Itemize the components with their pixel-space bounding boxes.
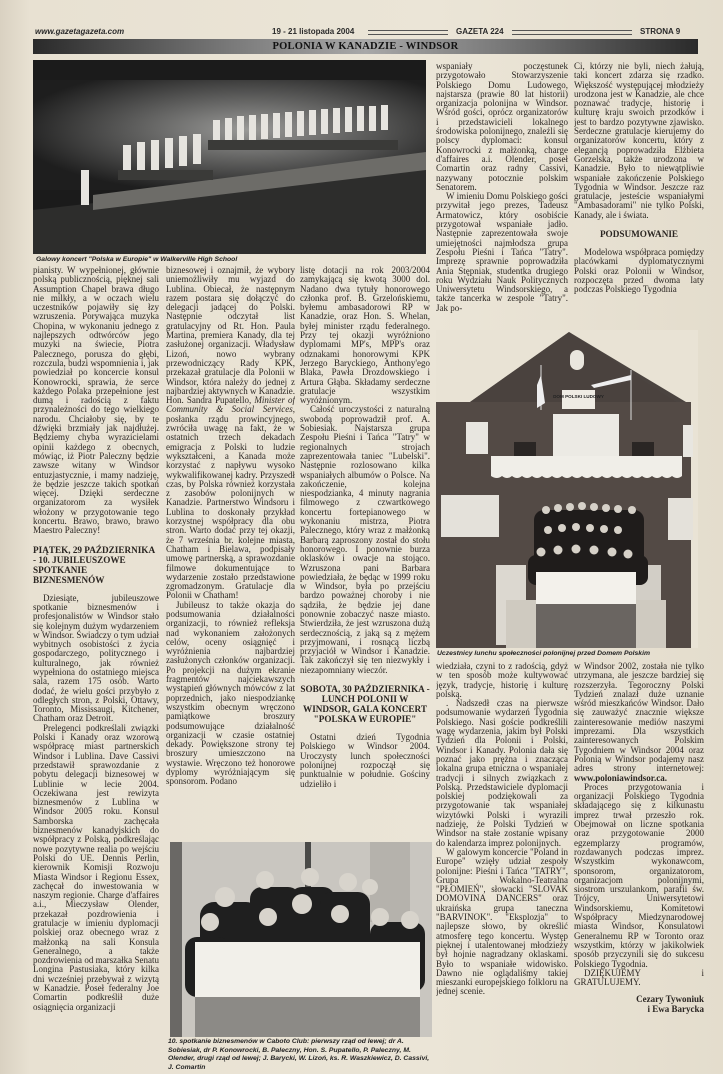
article-column-1 <box>33 266 159 1072</box>
article-column-2 <box>166 266 295 840</box>
paragraph-text: biznesowej i oznajmił, że wybory uniemożliwiły mu wyjazd do Lublina. Obiecał, że następnym razem postara się dołączyć do delegacji jadącej do Polski. Następnie odczytał list gratulacyjny od Rt. Hon. Paula Martina, premiera Kanady, dla tej zasłużonej organizacji. Władysław Lizoń, nowo wybrany przewodniczący Rady KPK, przekazał gratulacje dla Polonii w Windsor, która należy do jednej z najbardziej aktywnych w Kanadzie. Hon. Sandra Pupatello, <box>166 266 295 406</box>
paragraph-text: , posłanka rządu prowincyjnego, zwróciła uwagę na fakt, że w ostatnich trzech dekadach emigracja z Polski to ludzie wykształceni, a Kanada może korzystać z napływu wysoko wykwalifikowanej kadry. Przyszedł czas, by Polska również korzystała z zasobów polonijnych w Kanadzie. Partnerstwo Windsoru i Lublina to doskonały przykład korzystnej współpracy dla obu stron. Warto dodać przy tej okazji, że 7 września br. kolejne miasta, Chatham i Bielawa, podpisały umowę partnerską, a sprawozdanie filmowe dokumentujące to wydarzenie zostało przedstawione zgromadzonym. Gratulacje dla Polonii w Chatham! <box>166 404 295 601</box>
article-paragraph <box>33 266 159 536</box>
section-heading: PODSUMOWANIE <box>599 229 679 240</box>
issue-number: GAZETA 224 <box>456 27 504 36</box>
paragraph-text: W galowym koncercie "Poland in Europe" wzięły udział zespoły polonijne: Pieśni i Tańca "TATRY", Grupa Wokalno-Teatralna "PŁOMIEŃ", słowacki "SLOVAK DOMOVINA DANCERS" oraz ukraińska grupa taneczna "BARVINOK". "Eksplozja" to najlepsze słowo, by określić atmosferę tego koncertu. Występ pięknej i utalentowanej młodzieży był hojnie nagradzany oklaskami. Było to wspaniałe widowisko. Dawno nie oglądaliśmy takiej mieszanki europejskiego folkloru na jednej scenie. <box>436 846 568 997</box>
paragraph-text: Jubileusz to także okazja do podsumowania działalności organizacji, to również refleksja nad wykonaniem założonych celów, oceny osiągnięć i wyróżnienia najbardziej zasłużonych członków organizacji. Po projekcji na dużym ekranie fragmentów najciekawszych wystąpień głównych mówców z lat poprzednich, jako niespodziankę wszystkim obecnym wręczono pamiątkowe broszury podsumowujące działalność organizacji w czasie ostatniej dekady. Powiększone strony tej broszury umieszczono na wystawie. Wręczono też honorowe dyplomy wyróżniającym się sponsorom. Podano <box>166 599 295 787</box>
article-paragraph <box>436 848 568 997</box>
paragraph-text: Ci, którzy nie byli, niech żałują, taki koncert zdarza się rzadko. Większość występującej młodzieży urodzona jest w Kanadzie, ale chce poznawać tradycje, historię i kulturę kraju swoich przodków i jest to bardzo pozytywne zjawisko. Serdeczne gratulacje kierujemy do organizatorów koncertu, który z elegancją poprowadziła Elżbieta Gorzelska, także urodzona w Kanadzie. Było to niewątpliwie wspaniałe zakończenie Polskiego Tygodnia w Windsor. Jeszcze raz gratulacje, jesteście wspaniałymi "Ambasadorami" nie tylko Polski, Kanady, ale i świata. <box>574 62 704 220</box>
article-paragraph <box>300 405 430 675</box>
paragraph-text: wspaniały poczęstunek przygotowało Stowarzyszenie Polskiego Domu Ludowego, najstarsza (prawie 80 lat historii) organizacja polonijna w Windsor. Wśród gości, oprócz organizatorów i przedstawicieli lokalnego środowiska polonijnego, znaleźli się polscy dyplomaci: konsul Konowrocki z małżonką, charge d'affaires a.i. Olender, poseł Comartin oraz radny Cassivi, nazywany potocznie polskim Senatorem. <box>436 62 568 192</box>
paragraph-text: W imieniu Domu Polskiego gości przywitał jego prezes, Tadeusz Armatowicz, który osobiście przygotował wspaniałe jadło. Następnie zaprezentowała swoje umiejętności najmłodsza grupa Zespołu Pieśni i Tańca "Tatry". Imprezę sprawnie poprowadziła Ania Stępniak, studentka drugiego roku Wydziału Nauk Politycznych Uniwersytetu Windsorskiego, a także tancerka w zespole "Tatry". Jak po- <box>436 191 568 313</box>
article-paragraph <box>300 733 430 789</box>
article-column-4-top <box>436 62 568 340</box>
author-signature: i Ewa Barycka <box>647 1003 704 1014</box>
article-paragraph <box>300 266 430 405</box>
article-column-5-bottom <box>574 662 704 1072</box>
paragraph-text: Prelegenci podkreślali związki Polski i Kanady oraz wzorową współpracę miast partnerskich Windsor i Lublina. Dave Cassivi przedstawił sprawozdanie z pobytu delegacji biznesowej w Lublinie w lecie 2004. Oczekiwana jest rewizyta biznesmenów z Lublina w Windsor 2005 roku. Konsul Samborska zachęcała biznesmenów kanadyjskich do współpracy z Polską, podkreślając nowe pozytywne realia po wejściu Polski do UE. Dennis Perlin, kierownik Komisji Rozwoju Miasta Windsor i Regionu Essex, zachęcał do inwestowania w naszym regionie. Charge d'affaires a.i., Mieczysław Olender, przekazał pozdrowienia i gratulacje w imieniu dyplomacji polskiej oraz obecnego wraz z małżonką na sali Konsula Generalnego, a także pozdrowienia od marszałka Senatu Longina Pastusiaka, który kilka dni wcześniej przebywał z wizytą w Kanadzie. Poseł federalny Joe Comartin podkreślił duże osiągnięcia organizacji <box>33 722 159 1012</box>
attic-vent <box>570 350 584 370</box>
paragraph-text: Ostatni dzień Tygodnia Polskiego w Windsor 2004. Uroczysty lunch społeczności polonijnej rozpoczął się punktualnie w południe. Gościny udzieliło i <box>300 732 430 789</box>
concert-photo <box>33 60 426 254</box>
article-paragraph <box>33 594 159 724</box>
paragraph-text: pianisty. W wypełnionej, głównie polską publicznością, pięknej sali Assumption Chapel brawa długo nie milkły, a w oczach wielu uczestników pojawiły się łzy wzruszenia. Porywająca muzyka Chopina, w wykonaniu jednego z najlepszych odtwórców jego muzyki na świecie, Piotra Palecznego, porusza do głębi, rozczula, budzi wspomnienia i, jak powiedział po koncercie konsul Konowrocki, sprawia, że serce każdego Polaka przepełnione jest dumą i radością z faktu przynależności do tego wielkiego narodu. Chciałoby się, by te dźwięki brzmiały jak najdłużej. Będziemy chyba wyrazicielami opinii każdego z obecnych, mówiąc, iż Piotr Paleczny będzie zawsze witany w Windsor entuzjastycznie, i mamy nadzieję, że będzie jeszcze takich spotkań więcej. Dzięki serdeczne organizatorom za wysiłek włożony w przygotowanie tego koncertu. Brawo, brawo, brawo Maestro Paleczny! <box>33 266 159 536</box>
article-paragraph <box>436 699 568 848</box>
issue-date: 19 - 21 listopada 2004 <box>272 27 355 36</box>
header-rule <box>368 30 448 35</box>
paragraph-text: Całość uroczystości z naturalną swobodą poprowadził prof. A. Sobiesiak. Najstarsza grupa Zespołu Pieśni i Tańca "Tatry" w regionalnych strojach zaprezentowała taniec "Lubelski". Następnie rozlosowano kilka wspaniałych albumów o Polsce. Na zakończenie, kolejna niespodzianka, 4 minuty nagrania filmowego z czwartkowego koncertu fortepianowego w wykonaniu mistrza, Piotra Palecznego, który wraz z małżonką Barbarą zaproszony został do stołu honorowego. I ponownie burza oklasków i owacje na stojąco. Wzruszona pani Barbara powiedziała, że będąc w 1999 roku w Windsor, była po przejściu bardzo poważnej choroby i nie sądziła, że będzie jej dane ponownie zobaczyć nasze miasto. Stwierdziła, że jest wzruszona dużą serdecznością, z jaką są z mężem przyjmowani, i rosnącą liczbą przyjaciół w Windsor i Kanadzie. Tak zakończył się ten niezwykły i niezapomniany wieczór. <box>300 404 430 675</box>
article-paragraph <box>436 192 568 313</box>
section-heading: PIĄTEK, 29 PAŹDZIERNIKA - 10. JUBILEUSZOWE SPOTKANIE BIZNESMENÓW <box>33 544 155 585</box>
dom-polski-photo-caption: Uczestnicy lunchu społeczności polonijnej przed Domem Polskim <box>437 650 651 657</box>
paragraph-text: . Nadszedł czas na pierwsze podsumowanie wydarzeń Tygodnia Polskiego. Nasi goście podkreślili wagę wydarzenia, jakim był Polski Tydzień dla Polonii i Polski, Windsor i Kanady. Polonia dała się poznać jako prężna i znacząca lokalna grupa etniczna o wspaniałej tradycji i silnych związkach z Polską. Przedstawiciele dyplomacji polskiej podziękowali za przygotowanie tak wspaniałej wizytówki Polski i wyrazili nadzieję, że Polski Tydzień w Windsor na stałe zostanie wpisany do kalendarza imprez polonijnych. <box>436 698 568 848</box>
website-url[interactable]: www.gazetagazeta.com <box>35 27 125 36</box>
concert-photo-caption: Galowy koncert "Polska w Europie" w Walkerville High School <box>36 256 238 263</box>
businessmen-photo-caption: 10. spotkanie biznesmenów w Caboto Club: pierwszy rząd od lewej; dr A. Sobiesiak, dr P. Konowrocki, B. Paleczny, Hon. S. Pupatello, P. Paleczny, M. Olender, drugi rząd od lewej; J. Barycki, W. Lizoń, ks. R. Waszkiewicz, D. Cassivi, J. Comartin <box>168 1038 430 1071</box>
article-column-5-top <box>574 62 704 302</box>
article-paragraph <box>574 62 704 220</box>
article-paragraph <box>436 62 568 192</box>
article-paragraph <box>436 662 568 699</box>
paragraph-text: wiedziała, czyni to z radością, gdyż w ten sposób może kultywować język, tradycje, historię i kulturę polską. <box>436 662 568 699</box>
section-heading: SOBOTA, 30 PAŹDZIERNIKA - LUNCH POLONII W WINDSOR, GALA KONCERT "POLSKA W EUROPIE" <box>300 684 430 725</box>
dom-polski-photo <box>436 330 698 648</box>
section-banner: POLONIA W KANADZIE - WINDSOR <box>33 39 698 54</box>
article-paragraph <box>33 724 159 1012</box>
article-paragraph <box>574 662 704 783</box>
article-column-3 <box>300 266 430 826</box>
paragraph-text: listę dotacji na rok 2003/2004 zamykającą się kwotą 3000 dol. Nadano dwa tytuły honorowego członka prof. B. Grzelońskiemu, byłemu ambasadorowi RP w Kanadzie, oraz Hon. S. Whelan, byłej minister rządu federalnego. Przy tej okazji wyróżniono dyplomami MP's, MPP's oraz odznakami honorowymi KPK Jerzego Baryckiego, Anthony'ego Blaka, Pawła Drozdowskiego i Artura Głąba. Składamy serdeczne gratulacje wszystkim wyróżnionym. <box>300 266 430 406</box>
article-paragraph <box>166 601 295 787</box>
article-column-4-bottom <box>436 662 568 1072</box>
article-paragraph <box>574 783 704 969</box>
author-signature: Cezary Tywoniuk <box>636 994 704 1005</box>
website-link[interactable]: www.poloniawindsor.ca. <box>574 772 667 783</box>
article-paragraph <box>166 266 295 601</box>
paragraph-text: DZIĘKUJEMY i GRATULUJEMY. <box>574 967 704 988</box>
article-paragraph <box>574 969 704 988</box>
building-sign <box>562 390 595 409</box>
paragraph-text: Dziesiąte, jubileuszowe spotkanie biznesmenów i profesjonalistów w Windsor stało się kolejnym dużym wydarzeniem w Windsor. Świadczy o tym udział wybitnych osobistości z życia gospodarczego, politycznego i kulturalnego, jak również wypełniona do ostatniego miejsca sala, razem 175 osób. Warto dodać, że wielu gości przybyło z odległych stron, z Polski, Ottawy, Toronto, Mississaugi, Kitchener, Chatham oraz Detroit. <box>33 592 159 724</box>
page-number: STRONA 9 <box>640 27 681 36</box>
building-sign-text: DOM POLSKI LUDOWY <box>553 394 604 399</box>
businessmen-photo <box>170 842 432 1037</box>
header-rule <box>512 30 632 35</box>
paragraph-text: Minister of Community & Social Services <box>166 395 295 415</box>
paragraph-text: w Windsor 2002, została nie tylko utrzymana, ale jeszcze bardziej się rozszerzyła. Tegoroczny Polski Tydzień znalazł duże uznanie wśród mieszkańców Windsor. Dało się zauważyć znacznie większe zainteresowanie mediów naszymi imprezami. Dla wszystkich zainteresowanych Polskim Tygodniem w Windsor 2004 oraz Polonią w Windsor podajemy nasz adres strony internetowej: <box>574 662 704 774</box>
paragraph-text: Proces przygotowania i organizacji Polskiego Tygodnia składającego się z kilkunastu imprez trwał przeszło rok. Obejmował on liczne spotkania oraz przygotowanie 2000 egzemplarzy programów, rozdawanych podczas imprez. Wszystkim wykonawcom, sponsorom, organizatorom, organizacjom polonijnymi, siostrom urszulankom, parafii św. Trójcy, Uniwersytetowi Windsorskiemu, Komitetowi Współpracy Miedzynarodowej miasta Windsor, Konsulatowi Generalnemu RP w Toronto oraz wszystkim, którzy w jakikolwiek sposób przyczynili się do sukcesu Polskiego Tygodnia. <box>574 781 704 969</box>
paragraph-text: Modelowa współpraca pomiędzy placówkami dyplomatycznymi Polski oraz Polonii w Windsor, rozpoczęta przed dwoma laty podczas Polskiego Tygodnia <box>574 247 704 295</box>
article-paragraph <box>574 248 704 294</box>
